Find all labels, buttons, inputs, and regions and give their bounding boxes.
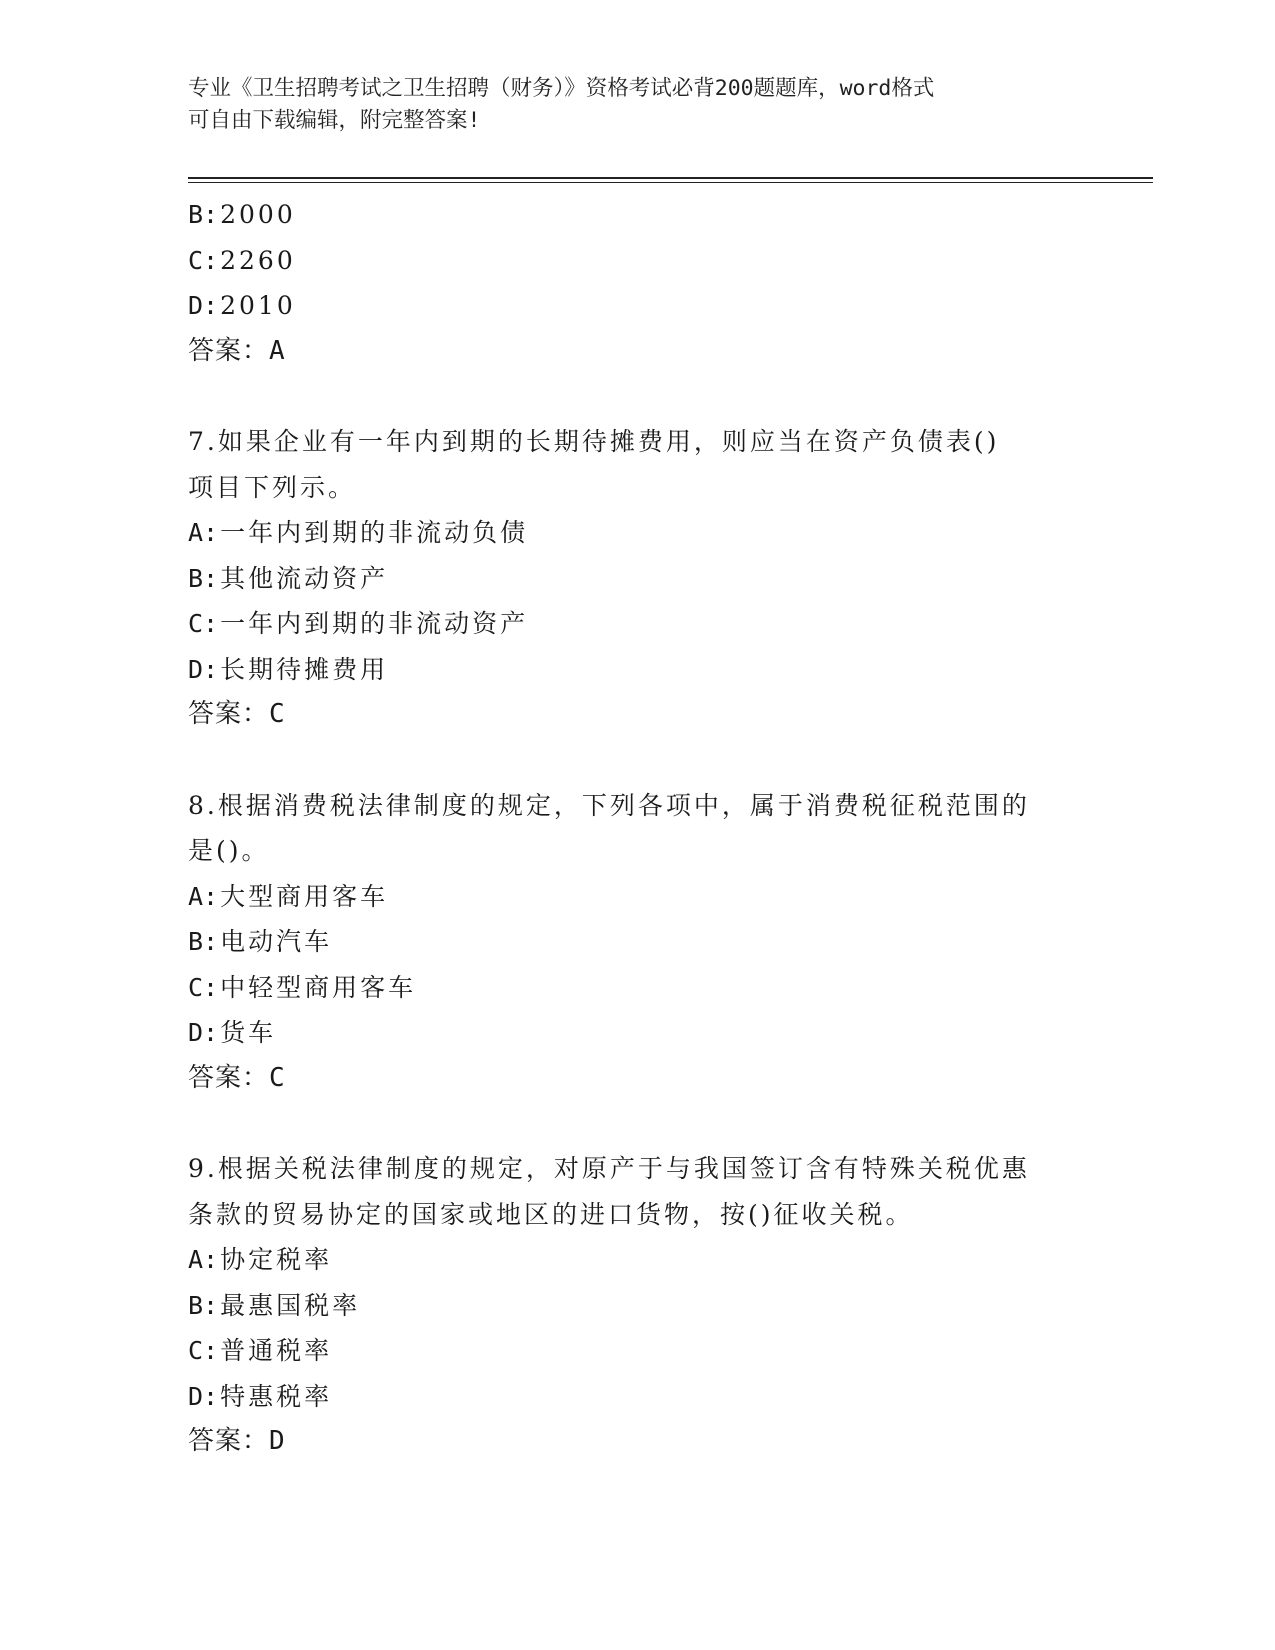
question-9-block <box>188 1146 1068 1465</box>
spacer <box>188 738 1068 783</box>
option-text: 最惠国税率 <box>220 1290 361 1320</box>
option-text: 一年内到期的非流动资产 <box>220 609 529 638</box>
option-text: 2000 <box>220 200 296 229</box>
answer-label: 答案： <box>188 1426 270 1456</box>
option-letter: B: <box>188 200 219 229</box>
question-stem-line-1: 7.如果企业有一年内到期的长期待摊费用，则应当在资产负债表() <box>188 427 1000 456</box>
option-text: 货车 <box>220 1018 277 1047</box>
header-title-line-1: 专业《卫生招聘考试之卫生招聘（财务）》资格考试必背200题题库，word格式 <box>188 76 935 101</box>
prev-question-block <box>188 192 1068 374</box>
option-c <box>188 1328 1068 1374</box>
option-text: 2260 <box>220 245 296 275</box>
header-divider-thick <box>188 177 1153 179</box>
option-c <box>188 601 1068 647</box>
option-letter: C: <box>188 972 219 1002</box>
option-text: 特惠税率 <box>220 1381 333 1411</box>
question-8-block <box>188 783 1068 1102</box>
option-text: 一年内到期的非流动负债 <box>220 518 529 547</box>
answer-label: 答案： <box>188 335 270 366</box>
option-text: 普通税率 <box>220 1336 333 1365</box>
option-text: 其他流动资产 <box>220 563 389 593</box>
question-7-block <box>188 419 1068 738</box>
option-d <box>188 283 1068 329</box>
option-letter: B: <box>188 1290 219 1320</box>
answer-label: 答案： <box>188 699 270 729</box>
option-b <box>188 1283 1068 1329</box>
option-letter: D: <box>188 1018 219 1047</box>
option-letter: C: <box>188 1336 219 1365</box>
option-a <box>188 510 1068 556</box>
answer-value: C <box>269 1062 285 1093</box>
option-c <box>188 238 1068 284</box>
answer-label: 答案： <box>188 1062 270 1093</box>
header-divider-thin <box>188 182 1153 183</box>
question-stem-line-1: 9.根据关税法律制度的规定，对原产于与我国签订含有特殊关税优惠 <box>188 1154 1030 1183</box>
option-text: 大型商用客车 <box>220 881 389 911</box>
answer-line <box>188 329 1068 375</box>
answer-value: C <box>269 699 285 729</box>
option-letter: B: <box>188 927 219 956</box>
option-letter: B: <box>188 563 219 593</box>
option-text: 中轻型商用客车 <box>220 972 417 1002</box>
option-letter: D: <box>188 654 219 684</box>
option-text: 2010 <box>220 291 296 320</box>
option-c <box>188 965 1068 1011</box>
option-letter: C: <box>188 245 219 275</box>
option-letter: D: <box>188 1381 219 1411</box>
option-a <box>188 1237 1068 1283</box>
option-a <box>188 874 1068 920</box>
option-text: 协定税率 <box>220 1245 333 1274</box>
option-letter: A: <box>188 1245 219 1274</box>
option-letter: D: <box>188 291 219 320</box>
option-letter: C: <box>188 609 219 638</box>
question-stem-line-1: 8.根据消费税法律制度的规定，下列各项中，属于消费税征税范围的 <box>188 790 1030 820</box>
question-stem-line-2: 条款的贸易协定的国家或地区的进口货物，按()征收关税。 <box>188 1199 914 1229</box>
option-d <box>188 1010 1068 1056</box>
answer-value: A <box>269 335 285 366</box>
option-letter: A: <box>188 881 219 911</box>
answer-line <box>188 1419 1068 1465</box>
spacer <box>188 1101 1068 1146</box>
answer-line <box>188 692 1068 738</box>
question-stem-line-2: 项目下列示。 <box>188 472 357 502</box>
page-header <box>188 73 1068 137</box>
header-title-line-2: 可自由下载编辑，附完整答案! <box>188 108 481 133</box>
answer-value: D <box>269 1426 285 1456</box>
option-b <box>188 192 1068 238</box>
answer-line <box>188 1056 1068 1102</box>
question-list <box>188 192 1068 1465</box>
option-d <box>188 647 1068 693</box>
option-text: 电动汽车 <box>220 927 333 956</box>
option-text: 长期待摊费用 <box>220 654 389 684</box>
option-b <box>188 919 1068 965</box>
option-letter: A: <box>188 518 219 547</box>
option-d <box>188 1374 1068 1420</box>
option-b <box>188 556 1068 602</box>
spacer <box>188 374 1068 419</box>
question-stem-line-2: 是()。 <box>188 836 270 865</box>
